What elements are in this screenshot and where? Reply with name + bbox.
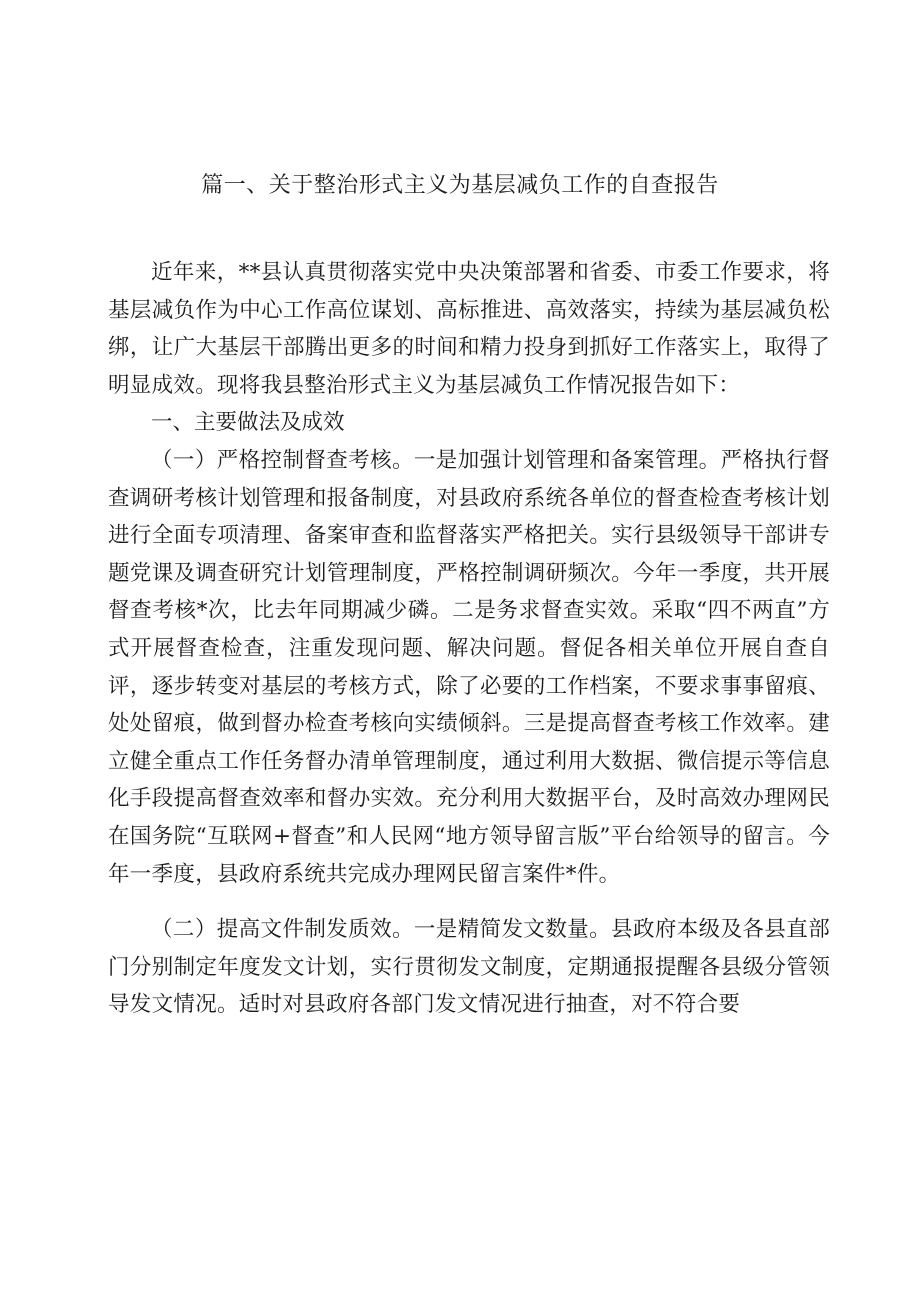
paragraph-2: （二）提高文件制发质效。一是精简发文数量。县政府本级及各县直部门分别制定年度发文计划，实行贯彻发文制度，定期通报提醒各县级分管领导发文情况。适时对县政府各部门发文情况进行抽查，对不符合要 <box>108 917 830 1018</box>
paragraph-1: （一）严格控制督查考核。一是加强计划管理和备案管理。严格执行督查调研考核计划管理和报备制度，对县政府系统各单位的督查检查考核计划进行全面专项清理、备案审查和监督落实严格把关。实行县级领导干部讲专题党课及调查研究计划管理制度，严格控制调研频次。今年一季度，共开展督查考核*次，比去年同期减少磷。二是务求督查实效。采取“四不两直”方式开展督查检查，注重发现问题、解决问题。督促各相关单位开展自查自评，逐步转变对基层的考核方式，除了必要的工作档案，不要求事事留痕、处处留痕，做到督办检查考核向实绩倾斜。三是提高督查考核工作效率。建立健全重点工作任务督办清单管理制度，通过利用大数据、微信提示等信息化手段提高督查效率和督办实效。充分利用大数据平台，及时高效办理网民在国务院“互联网+督查”和人民网“地方领导留言版”平台给领导的留言。今年一季度，县政府系统共完成办理网民留言案件*件。 <box>108 447 830 887</box>
intro-paragraph: 近年来，**县认真贯彻落实党中央决策部署和省委、市委工作要求，将基层减负作为中心工作高位谋划、高标推进、高效落实，持续为基层减负松绑，让广大基层干部腾出更多的时间和精力投身到抓好工作落实上，取得了明显成效。现将我县整治形式主义为基层减负工作情况报告如下： <box>108 260 830 398</box>
document-body <box>108 254 830 1024</box>
document-title: 篇一、关于整治形式主义为基层减负工作的自查报告 <box>201 173 719 198</box>
section-heading: 一、主要做法及成效 <box>151 410 345 436</box>
paragraph-gap <box>108 893 830 911</box>
